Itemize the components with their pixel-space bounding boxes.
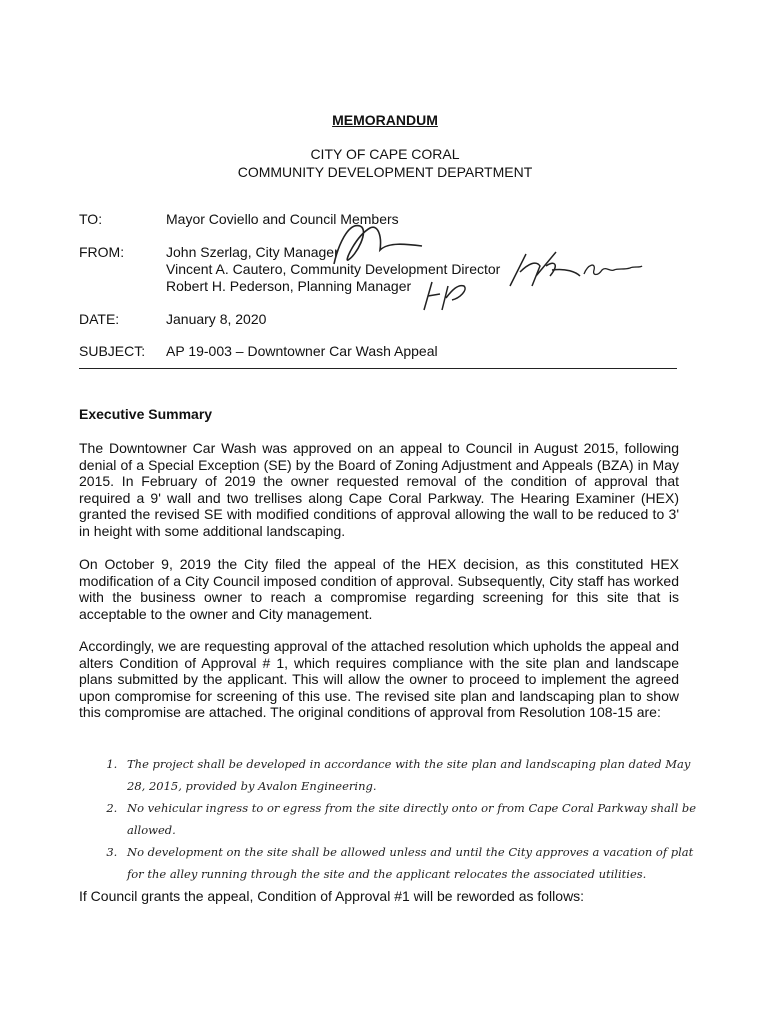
to-value: Mayor Coviello and Council Members: [166, 211, 399, 227]
to-label: TO:: [79, 211, 103, 227]
subject-label: SUBJECT:: [79, 343, 146, 359]
subject-value: AP 19-003 – Downtowner Car Wash Appeal: [166, 343, 438, 359]
summary-paragraph-2: On October 9, 2019 the City filed the appeal of the HEX decision, as this constituted HEX modification of a City Council imposed condition of approval. Subsequently, City staff has worked with the business owner to reach a compromise regarding screening for this site that is acceptable to the owner and City management.: [79, 556, 679, 622]
org-line-city: CITY OF CAPE CORAL: [310, 146, 460, 162]
planning-manager-initials: [418, 276, 470, 314]
org-line-department: COMMUNITY DEVELOPMENT DEPARTMENT: [237, 164, 533, 180]
closing-sentence: If Council grants the appeal, Condition of Approval #1 will be reworded as follows:: [79, 888, 585, 904]
header-divider: [79, 368, 677, 369]
date-label: DATE:: [79, 311, 120, 327]
condition-item-2: 2. No vehicular ingress to or egress from the site directly onto or from Cape Coral Parkway shall be allowed.: [121, 797, 711, 841]
conditions-of-approval-list: [95, 753, 711, 885]
from-city-manager: John Szerlag, City Manager: [166, 244, 339, 260]
summary-paragraph-1: The Downtowner Car Wash was approved on an appeal to Council in August 2015, following denial of a Special Exception (SE) by the Board of Zoning Adjustment and Appeals (BZA) in May 2015. In February of 2019 the owner requested removal of the condition of approval that required a 9' wall and two trellises along Cape Coral Parkway. The Hearing Examiner (HEX) granted the revised SE with modified conditions of approval allowing the wall to be reduced to 3' in height with some additional landscaping.: [79, 440, 679, 539]
from-planning-manager: Robert H. Pederson, Planning Manager: [166, 278, 412, 294]
memo-title: MEMORANDUM: [332, 112, 438, 128]
from-label: FROM:: [79, 244, 125, 260]
executive-summary-heading: Executive Summary: [79, 406, 213, 422]
date-value: January 8, 2020: [166, 311, 267, 327]
from-cd-director: Vincent A. Cautero, Community Development Director: [166, 261, 501, 277]
condition-item-1: 1. The project shall be developed in accordance with the site plan and landscaping plan dated May 28, 2015, provided by Avalon Engineering.: [121, 753, 711, 797]
condition-item-3: 3. No development on the site shall be allowed unless and until the City approves a vacation of plat for the alley running through the site and the applicant relocates the associated utilities.: [121, 841, 711, 885]
city-manager-signature: [326, 216, 426, 268]
cd-director-signature: [506, 246, 646, 292]
summary-paragraph-3: Accordingly, we are requesting approval of the attached resolution which upholds the appeal and alters Condition of Approval # 1, which requires compliance with the site plan and landscape plans submitted by the applicant. This will allow the owner to proceed to implement the agreed upon compromise for screening of this use. The revised site plan and landscaping plan to show this compromise are attached. The original conditions of approval from Resolution 108-15 are:: [79, 638, 679, 720]
